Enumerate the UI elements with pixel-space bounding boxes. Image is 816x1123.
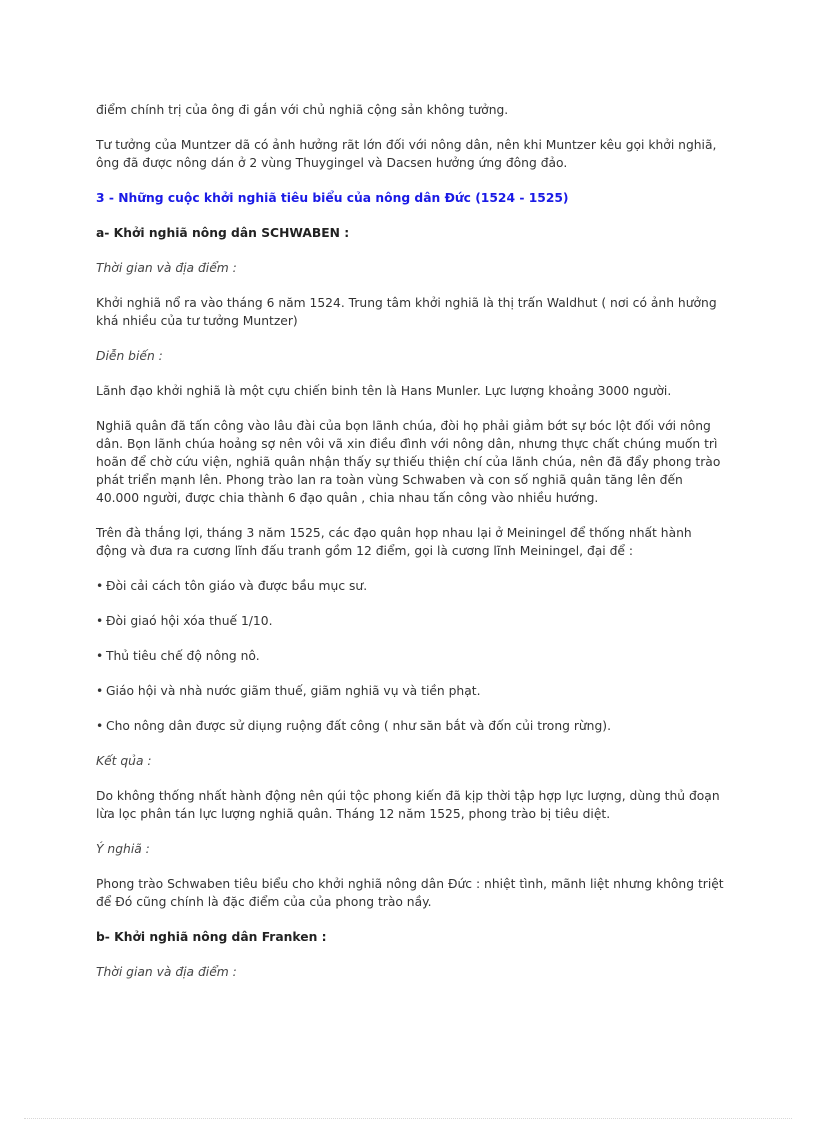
bullet-text-4: Giáo hội và nhà nước giãm thuế, giãm nghiã vụ và tiền phạt. bbox=[106, 684, 481, 698]
bullet-icon: • bbox=[96, 719, 104, 733]
label-time-place-a: Thời gian và địa điểm : bbox=[96, 261, 237, 275]
bullet-item-1 bbox=[96, 577, 726, 595]
paragraph-intro: điểm chính trị của ông đi gắn với chủ nghiã cộng sản không tưởng. bbox=[96, 103, 509, 117]
section-heading-3: 3 - Những cuộc khởi nghiã tiêu biểu của nông dân Đức (1524 - 1525) bbox=[96, 191, 569, 205]
label-time-place-b: Thời gian và địa điểm : bbox=[96, 965, 237, 979]
paragraph-muntzer-influence: Tư tưởng của Muntzer dã có ảnh hưởng rãt lớn đối với nông dân, nên khi Muntzer kêu gọi khởi nghiã, ông đã được nông dán ở 2 vùng Thuygingel và Dacsen hưởng ứng đông đảo. bbox=[96, 138, 717, 170]
document-body bbox=[96, 101, 726, 998]
paragraph-leader: Lãnh đạo khởi nghiã là một cựu chiến binh tên là Hans Munler. Lực lượng khoảng 3000 người. bbox=[96, 384, 672, 398]
bullet-item-4 bbox=[96, 682, 726, 700]
subsection-heading-a: a- Khởi nghiã nông dân SCHWABEN : bbox=[96, 226, 350, 240]
paragraph-outbreak: Khởi nghiã nổ ra vào tháng 6 năm 1524. Trung tâm khởi nghiã là thị trấn Waldhut ( nơi có ảnh hưởng khá nhiều của tư tưởng Muntzer) bbox=[96, 296, 717, 328]
bullet-text-2: Đòi giaó hội xóa thuế 1/10. bbox=[106, 614, 273, 628]
label-result: Kết qủa : bbox=[96, 754, 152, 768]
bullet-item-2 bbox=[96, 612, 726, 630]
bullet-icon: • bbox=[96, 579, 104, 593]
bullet-item-5 bbox=[96, 717, 726, 735]
label-significance: Ý nghiã : bbox=[96, 842, 150, 856]
bullet-icon: • bbox=[96, 614, 104, 628]
page-bottom-divider bbox=[24, 1118, 792, 1119]
bullet-icon: • bbox=[96, 684, 104, 698]
bullet-item-3 bbox=[96, 647, 726, 665]
label-development: Diễn biến : bbox=[96, 349, 163, 363]
paragraph-attack: Nghiã quân đã tấn công vào lâu đài của bọn lãnh chúa, đòi họ phải giảm bớt sự bóc lột đối với nông dân. Bọn lãnh chúa hoảng sợ nên vôi vã xin điều đình với nông dân, nhưng thực chất chúng muốn trì hoãn để chờ cứu viện, nghiã quân nhận thấy sự thiếu thiện chí của lãnh chúa, nên đã đẩy phong trào phát triển mạnh lên. Phong trào lan ra toàn vùng Schwaben và con số nghiã quân tăng lên đến 40.000 người, được chia thành 6 đạo quân , chia nhau tấn công vào nhiều hướng. bbox=[96, 419, 721, 505]
paragraph-result: Do không thống nhất hành động nên qúi tộc phong kiến đã kịp thời tập hợp lực lượng, dùng thủ đoạn lừa lọc phân tán lực lượng nghiã quân. Tháng 12 năm 1525, phong trào bị tiêu diệt. bbox=[96, 789, 720, 821]
paragraph-significance: Phong trào Schwaben tiêu biểu cho khởi nghiã nông dân Đức : nhiệt tình, mãnh liệt nhưng không triệt để Đó cũng chính là đặc điểm của của phong trào nầy. bbox=[96, 877, 724, 909]
paragraph-program: Trên đà thắng lợi, tháng 3 năm 1525, các đạo quân họp nhau lại ở Meiningel để thống nhất hành động và đưa ra cương lĩnh đấu tranh gồm 12 điểm, gọi là cương lĩnh Meiningel, đại để : bbox=[96, 526, 692, 558]
bullet-text-1: Đòi cải cách tôn giáo và được bầu mục sư. bbox=[106, 579, 368, 593]
bullet-icon: • bbox=[96, 649, 104, 663]
subsection-heading-b: b- Khởi nghiã nông dân Franken : bbox=[96, 930, 327, 944]
bullet-text-3: Thủ tiêu chế độ nông nô. bbox=[106, 649, 260, 663]
bullet-text-5: Cho nông dân được sử diụng ruộng đất công ( như săn bắt và đốn củi trong rừng). bbox=[106, 719, 611, 733]
